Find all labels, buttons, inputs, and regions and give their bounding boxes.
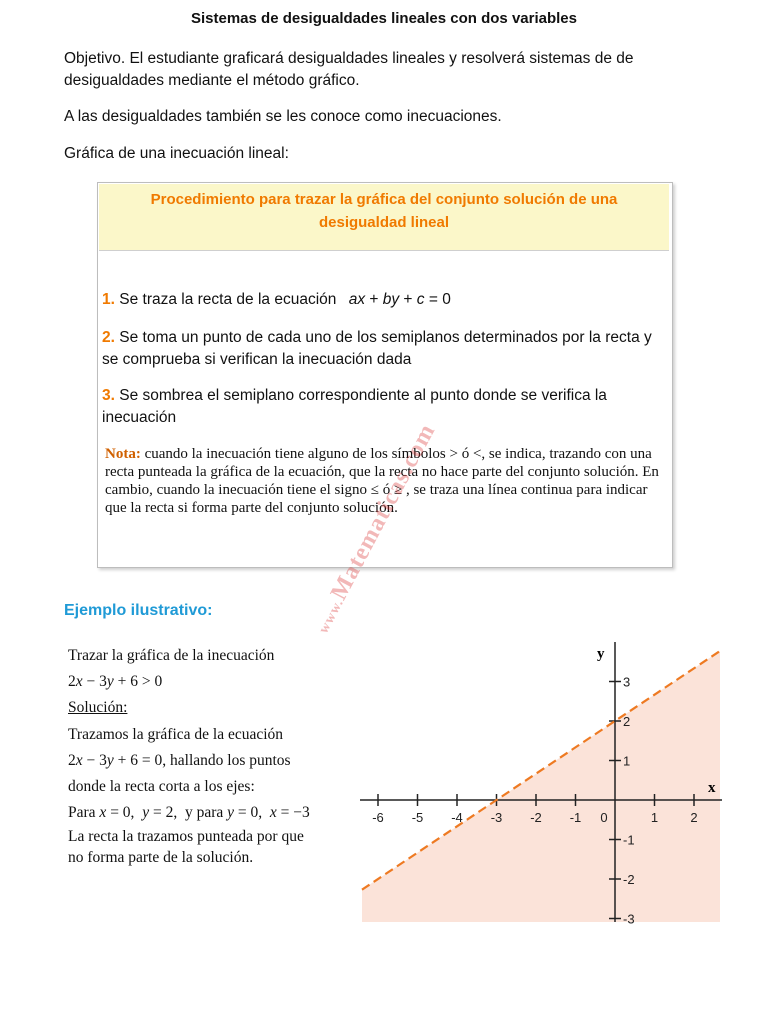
step-number: 3. xyxy=(102,387,115,404)
step-text: Se traza la recta de la ecuación xyxy=(119,291,337,308)
x-tick-label: -1 xyxy=(569,810,582,825)
step-number: 1. xyxy=(102,291,115,308)
y-tick-label: -2 xyxy=(623,872,635,887)
y-tick-label: -3 xyxy=(623,911,635,927)
x-tick-label: -3 xyxy=(490,810,503,825)
x-tick-label: 0 xyxy=(600,810,608,825)
step-text: Se toma un punto de cada uno de los semiplanos determinados por la recta y se comprueba si verifican la inecuación dada xyxy=(102,329,652,368)
solution-region xyxy=(362,648,720,922)
objective-text: Objetivo. El estudiante graficará desigualdades lineales y resolverá sistemas de de desigualdades mediante el método gráfico. xyxy=(64,50,634,89)
example-solution xyxy=(68,643,363,868)
example-equation: 2x − 3y + 6 = 0, hallando los puntos xyxy=(68,751,291,769)
graph-heading: Gráfica de una inecuación lineal: xyxy=(64,145,289,162)
x-tick-label: 2 xyxy=(690,810,698,825)
note-text: cuando la inecuación tiene alguno de los símbolos > ó <, se indica, trazando con una recta punteada la gráfica de la ecuación, que la recta no hace parte del conjunto solución. En cambio, cuando la inecuación tiene el signo ≤ ó ≥ , se traza una línea continua para indicar que la recta si forma parte del conjunto solución. xyxy=(105,446,659,516)
example-intercepts: Para x = 0, y = 2, y para y = 0, x = −3 xyxy=(68,804,310,822)
example-title: Ejemplo ilustrativo: xyxy=(64,602,213,619)
y-axis-label: y xyxy=(597,646,605,662)
procedure-step-1 xyxy=(102,289,662,311)
y-tick-label: 3 xyxy=(623,674,631,690)
y-tick-label: -1 xyxy=(623,832,635,848)
inequality-graph xyxy=(360,640,722,930)
x-tick-label: -2 xyxy=(530,810,542,825)
x-axis-label: x xyxy=(708,780,716,796)
note-label: Nota: xyxy=(105,446,141,462)
example-inequation: 2x − 3y + 6 > 0 xyxy=(68,673,163,691)
watermark-text: Matematicas.com xyxy=(325,419,441,605)
intro-text: A las desigualdades también se les conoce como inecuaciones. xyxy=(64,108,502,125)
step-text: Se sombrea el semiplano correspondiente al punto donde se verifica la inecuación xyxy=(102,387,607,426)
procedure-step-2 xyxy=(102,327,662,371)
watermark-prefix: www. xyxy=(316,596,348,637)
example-line: La recta la trazamos punteada por que xyxy=(68,828,304,846)
step-number: 2. xyxy=(102,329,115,346)
y-tick-label: 1 xyxy=(623,753,631,769)
x-tick-label: -5 xyxy=(411,810,424,825)
x-tick-label: -4 xyxy=(451,810,463,825)
y-tick-label: 2 xyxy=(623,714,631,729)
example-line: Trazar la gráfica de la inecuación xyxy=(68,647,275,664)
example-line: donde la recta corta a los ejes: xyxy=(68,778,255,796)
procedure-header xyxy=(99,184,669,251)
step-equation: ax + by + c = 0 xyxy=(348,291,451,308)
example-solution-label: Solución: xyxy=(68,699,128,717)
x-tick-label: 1 xyxy=(650,810,659,825)
x-tick-label: -6 xyxy=(372,810,384,825)
example-line: Trazamos la gráfica de la ecuación xyxy=(68,725,284,743)
procedure-heading: Procedimiento para trazar la gráfica del conjunto solución de una desigualdad lineal xyxy=(150,191,618,231)
page-title: Sistemas de desigualdades lineales con dos variables xyxy=(190,10,577,27)
example-line: no forma parte de la solución. xyxy=(68,849,254,867)
procedure-step-3 xyxy=(102,385,662,429)
